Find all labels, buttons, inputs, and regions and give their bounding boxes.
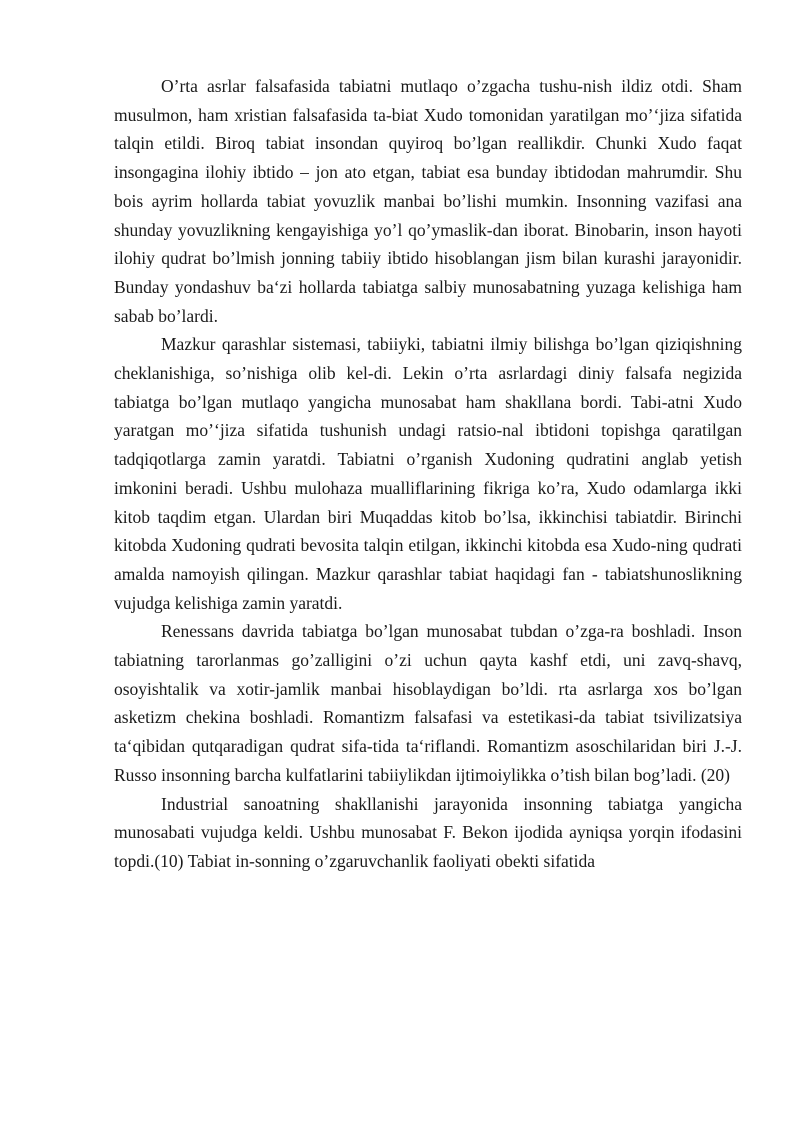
paragraph-industrial: Industrial sanoatning shakllanishi jarayonida insonning tabiatga yangicha munosabati vujudga keldi. Ushbu munosabat F. Bekon ijodida ayniqsa yorqin ifodasini topdi.(10) Tabiat in-sonning o’zgaruvchanlik faoliyati obekti sifatida [114,793,742,871]
paragraph-renaissance: Renessans davrida tabiatga bo’lgan munosabat tubdan o’zga-ra boshladi. Inson tabiatning tarorlanmas go’zalligini o’zi uchun qayta kashf etdi, uni zavq-shavq, osoyishtalik va xotir-jamlik manbai hisoblaydigan bo’ldi. rta asrlarga xos bo’lgan asketizm chekina boshladi. Romantizm falsafasi va estetikasi-da tabiat tsivilizatsiya ta‘qibidan qutqaradigan qudrat sifa-tida ta‘riflandi. Romantizm asoschilaridan biri J.-J. Russo insonning barcha kulfatlarini tabiiylikdan ijtimoiylikka o’tish bilan bog’ladi. (20) [114,621,742,785]
paragraph-views-system: Mazkur qarashlar sistemasi, tabiiyki, tabiatni ilmiy bilishga bo’lgan qiziqishning cheklanishiga, so’nishiga olib kel-di. Lekin o’rta asrlardagi diniy falsafa negizida tabiatga bo’lgan mutlaqo yangicha munosabat ham shakllana bordi. Tabi-atni Xudo yaratgan mo’‘jiza sifatida tushunish undagi ratsio-nal ibtidoni topishga qaratilgan tadqiqotlarga zamin yaratdi. Tabiatni o’rganish Xudoning qudratini anglab yetish imkonini beradi. Ushbu mulohaza mualliflarining fikriga ko’ra, Xudo odamlarga ikki kitob taqdim etgan. Ulardan biri Muqaddas kitob bo’lsa, ikkinchisi tabiatdir. Birinchi kitobda Xudoning qudrati bevosita talqin etilgan, ikkinchi kitobda esa Xudo-ning qudrati amalda namoyish qilingan. Mazkur qarashlar tabiat haqidagi fan - tabiatshunoslikning vujudga kelishiga zamin yaratdi. [114,334,742,613]
document-page [114,72,742,876]
paragraph-medieval-philosophy: O’rta asrlar falsafasida tabiatni mutlaqo o’zgacha tushu-nish ildiz otdi. Sham musulmon, ham xristian falsafasida ta-biat Xudo tomonidan yaratilgan mo’‘jiza sifatida talqin etildi. Biroq tabiat insondan quyiroq bo’lgan reallikdir. Chunki Xudo faqat insongagina ilohiy ibtido – jon ato etgan, tabiat esa bunday ibtidodan mahrumdir. Shu bois ayrim hollarda tabiat yovuzlik manbai bo’lishi mumkin. Insonning vazifasi ana shunday yovuzlikning kengayishiga yo’l qo’ymaslik-dan iborat. Binobarin, inson hayoti ilohiy qudrat bo’lmish jonning tabiiy ibtido hisoblangan jism bilan kurashi jarayonidir. Bunday yondashuv ba‘zi hollarda tabiatga salbiy munosabatning yuzaga kelishiga ham sabab bo’lardi. [114,76,742,326]
